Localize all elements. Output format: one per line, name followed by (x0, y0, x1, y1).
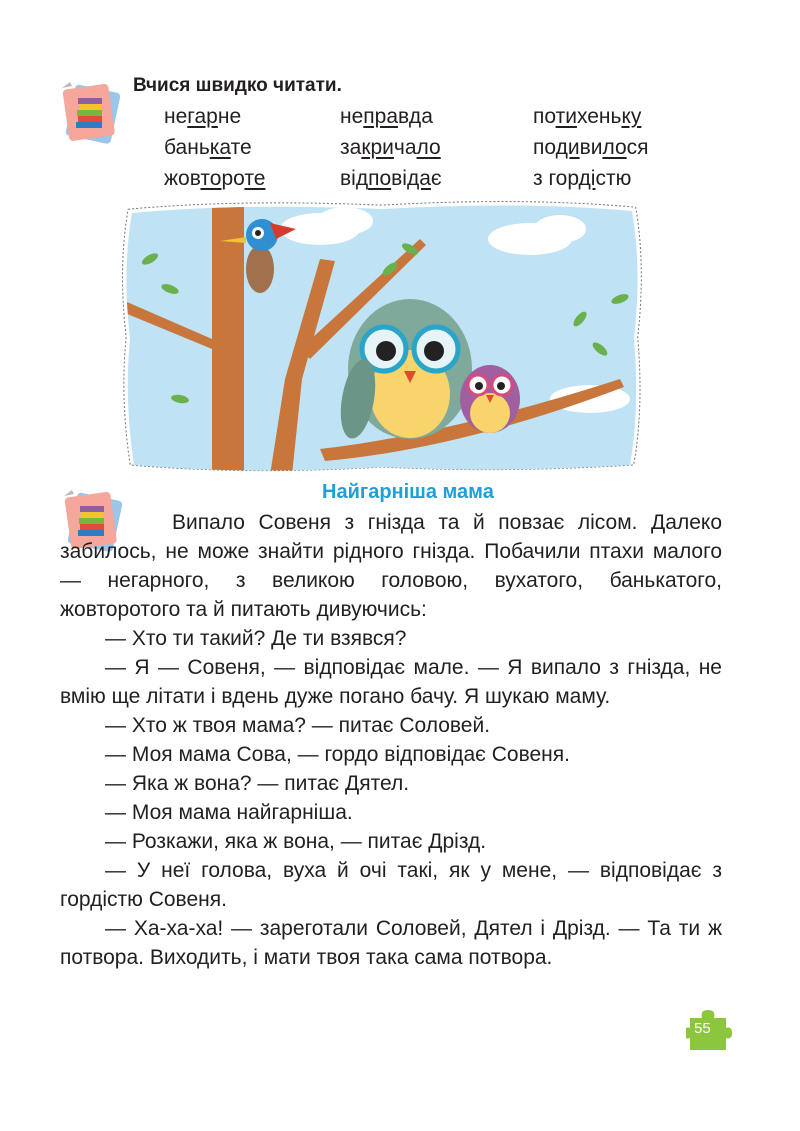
syllable: ча (393, 136, 417, 159)
story-title: Найгарніша мама (322, 481, 494, 503)
word-column (164, 101, 265, 194)
story-paragraph: — Я — Совеня, — відповідає мале. — Я випало з гнізда, не вмію ще літати і вдень дуже погано бачу. Я шукаю маму. (60, 656, 722, 708)
story-paragraph: — Розкажи, яка ж вона, — питає Дрізд. (105, 830, 487, 853)
syllable: ро (221, 167, 245, 190)
stressed-syllable: ло (602, 136, 627, 159)
reading-word (164, 132, 265, 163)
page-number-badge (686, 1008, 732, 1052)
stressed-syllable: ка (209, 136, 231, 159)
syllable: з гор (533, 167, 579, 190)
story-paragraph: Випало Совеня з гнізда та й повзає лісом. Далеко забилось, не може знайти рідного гнізда. Побачили птахи малого — негарного, з великою головою, вухатого, банькатого, жовторотого та й питають дивуючись: (60, 511, 722, 621)
word-column (533, 101, 649, 194)
reading-word (164, 101, 265, 132)
books-stack-icon (56, 78, 128, 150)
stressed-syllable: гар (187, 105, 218, 128)
reading-word (340, 101, 442, 132)
stressed-syllable: ді (578, 167, 596, 190)
story-paragraph: — Моя мама найгарніша. (105, 801, 353, 824)
syllable: від (340, 167, 369, 190)
stressed-syllable: ди (555, 136, 580, 159)
syllable: жов (164, 167, 201, 190)
syllable: ві (391, 167, 407, 190)
syllable: стю (595, 167, 632, 190)
reading-word (340, 163, 442, 194)
word-column (340, 101, 442, 194)
syllable: не (164, 105, 188, 128)
stressed-syllable: то (200, 167, 222, 190)
story-paragraph: — Моя мама Сова, — гордо відповідає Совеня. (105, 743, 570, 766)
story-text (60, 508, 722, 972)
stressed-syllable: по (368, 167, 392, 190)
stressed-syllable: пра (363, 105, 399, 128)
syllable: ся (626, 136, 649, 159)
syllable: те (230, 136, 252, 159)
reading-word (340, 132, 442, 163)
syllable: не (340, 105, 364, 128)
task-title: Вчися швидко читати. (133, 75, 342, 96)
story-paragraph: — Яка ж вона? — питає Дятел. (105, 772, 410, 795)
reading-word (533, 163, 649, 194)
reading-word (533, 132, 649, 163)
story-paragraph: — Ха-ха-ха! — зареготали Соловей, Дятел і Дрізд. — Та ти ж потвора. Виходить, і мати твоя така сама потвора. (60, 917, 722, 969)
stressed-syllable: кри (361, 136, 394, 159)
syllable: по (533, 105, 556, 128)
stressed-syllable: ло (416, 136, 441, 159)
syllable: бань (164, 136, 210, 159)
stressed-syllable: да (406, 167, 431, 190)
reading-word (164, 163, 265, 194)
syllable: вда (398, 105, 433, 128)
story-paragraph: — У неї голова, вуха й очі такі, як у мене, — відповідає з гордістю Совеня. (60, 859, 722, 911)
syllable: по (533, 136, 556, 159)
owls-illustration (120, 199, 644, 475)
syllable: ви (579, 136, 603, 159)
stressed-syllable: ку (621, 105, 642, 128)
syllable: хень (576, 105, 622, 128)
syllable: не (217, 105, 242, 128)
stressed-syllable: ти (555, 105, 577, 128)
story-paragraph: — Хто ти такий? Де ти взявся? (105, 627, 407, 650)
reading-word (533, 101, 649, 132)
syllable: є (430, 167, 442, 190)
stressed-syllable: те (244, 167, 266, 190)
syllable: за (340, 136, 362, 159)
page-number: 55 (694, 1020, 711, 1037)
story-paragraph: — Хто ж твоя мама? — питає Соловей. (105, 714, 491, 737)
